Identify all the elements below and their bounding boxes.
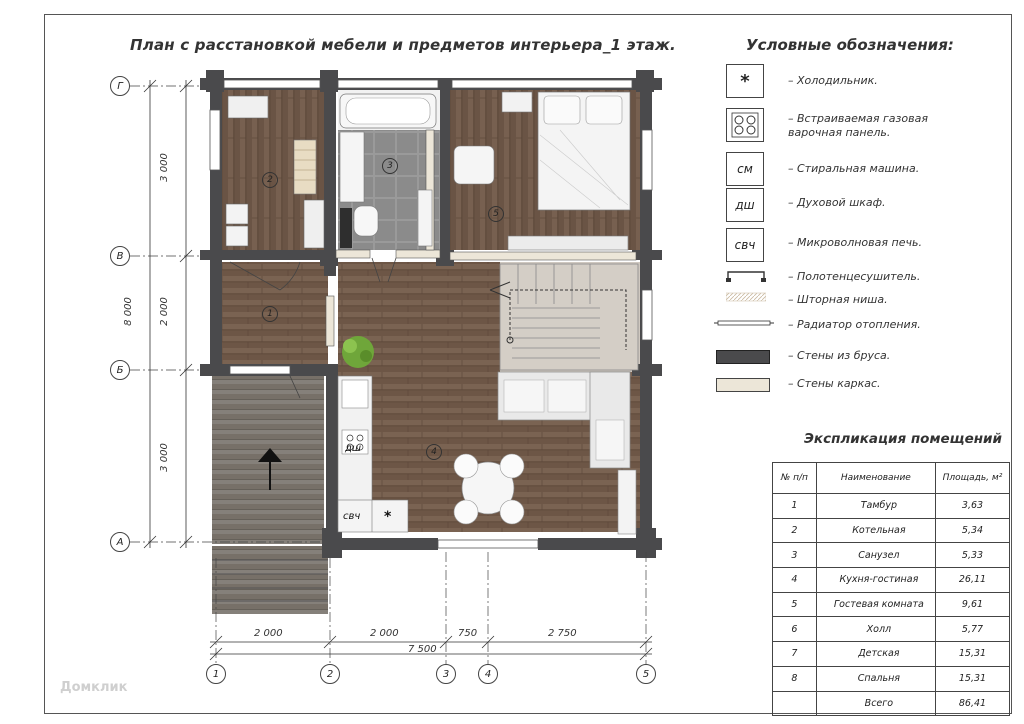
legend-label-towel-dryer: – Полотенцесушитель. — [788, 270, 921, 283]
axis-label-1: 1 — [206, 664, 226, 684]
table-row — [773, 494, 1010, 519]
dim-h-4: 2 750 — [548, 628, 577, 639]
dim-h-2: 2 000 — [370, 628, 399, 639]
row-name: Спальня — [816, 666, 935, 691]
row-number: 3 — [773, 543, 817, 568]
axis-label-v: В — [110, 246, 130, 266]
table-row — [773, 543, 1010, 568]
row-name: Кухня-гостиная — [816, 568, 935, 593]
row-number: 4 — [773, 568, 817, 593]
dim-h-1: 2 000 — [254, 628, 283, 639]
table-row — [773, 642, 1010, 667]
row-number: 5 — [773, 592, 817, 617]
dim-v-3: 3 000 — [158, 443, 170, 472]
axis-label-3: 3 — [436, 664, 456, 684]
microwave-label: свч — [343, 511, 361, 522]
fridge-label: * — [384, 509, 392, 525]
table-row — [773, 592, 1010, 617]
axis-label-a: А — [110, 532, 130, 552]
legend-label-microwave: – Микроволновая печь. — [788, 236, 922, 249]
row-number: 1 — [773, 494, 817, 519]
row-name: Тамбур — [816, 494, 935, 519]
row-number: 6 — [773, 617, 817, 642]
legend-label-oven: – Духовой шкаф. — [788, 196, 886, 209]
row-area: 9,61 — [935, 592, 1009, 617]
axis-label-5: 5 — [636, 664, 656, 684]
washing-machine-icon: см — [726, 152, 764, 186]
row-area: 5,33 — [935, 543, 1009, 568]
row-area: 5,34 — [935, 518, 1009, 543]
header-name: Наименование — [816, 463, 935, 494]
row-name: Гостевая комната — [816, 592, 935, 617]
oven-icon: дш — [726, 188, 764, 222]
microwave-icon: свч — [726, 228, 764, 262]
legend-label-radiator: – Радиатор отопления. — [788, 318, 921, 331]
room-number-5: 5 — [488, 206, 504, 222]
total-label: Всего — [816, 691, 935, 716]
row-name: Санузел — [816, 543, 935, 568]
dim-v-2: 2 000 — [158, 297, 170, 326]
radiator-icon — [714, 318, 774, 328]
axis-label-g: Г — [110, 76, 130, 96]
explication-title: Экспликация помещений — [804, 431, 1002, 447]
legend-label-frame-wall: – Стены каркас. — [788, 377, 881, 390]
row-number: 8 — [773, 666, 817, 691]
legend-label-timber-wall: – Стены из бруса. — [788, 349, 891, 362]
legend-label-fridge: – Холодильник. — [788, 74, 878, 87]
curtain-niche-icon — [726, 292, 766, 302]
header-number: № п/п — [773, 463, 817, 494]
legend-label-gas-hob: – Встраиваемая газовая варочная панель. — [788, 112, 928, 139]
room-number-4: 4 — [426, 444, 442, 460]
watermark-logo: Домклик — [60, 680, 128, 695]
legend-label-curtain-niche: – Шторная ниша. — [788, 293, 888, 306]
row-area: 5,77 — [935, 617, 1009, 642]
room-number-1: 1 — [262, 306, 278, 322]
row-area: 3,63 — [935, 494, 1009, 519]
header-area: Площадь, м² — [935, 463, 1009, 494]
row-name: Детская — [816, 642, 935, 667]
frame-wall-icon — [716, 378, 770, 392]
table-row — [773, 518, 1010, 543]
table-row — [773, 666, 1010, 691]
table-row — [773, 568, 1010, 593]
dim-v-total: 8 000 — [122, 297, 134, 326]
oven-label: дш — [345, 443, 362, 454]
total-value: 86,41 — [935, 691, 1009, 716]
row-area: 26,11 — [935, 568, 1009, 593]
legend-title: Условные обозначения: — [746, 36, 954, 54]
row-number — [773, 691, 817, 716]
dim-h-3: 750 — [458, 628, 478, 639]
row-name: Котельная — [816, 518, 935, 543]
row-area: 15,31 — [935, 642, 1009, 667]
table-total-row — [773, 691, 1010, 716]
room-number-3: 3 — [382, 158, 398, 174]
axis-label-b: Б — [110, 360, 130, 380]
dim-h-total: 7 500 — [408, 644, 437, 655]
drawing-title: План с расстановкой мебели и предметов интерьера_1 этаж. — [130, 36, 676, 54]
row-number: 2 — [773, 518, 817, 543]
axis-label-2: 2 — [320, 664, 340, 684]
row-area: 15,31 — [935, 666, 1009, 691]
towel-dryer-icon — [724, 266, 768, 284]
dim-v-1: 3 000 — [158, 153, 170, 182]
table-header-row — [773, 463, 1010, 494]
row-number: 7 — [773, 642, 817, 667]
legend-label-washing-machine: – Стиральная машина. — [788, 162, 920, 175]
explication-table — [772, 462, 1010, 716]
timber-wall-icon — [716, 350, 770, 364]
fridge-icon: * — [726, 64, 764, 98]
table-row — [773, 617, 1010, 642]
axis-label-4: 4 — [478, 664, 498, 684]
room-number-2: 2 — [262, 172, 278, 188]
row-name: Холл — [816, 617, 935, 642]
gas-hob-icon — [726, 108, 764, 142]
